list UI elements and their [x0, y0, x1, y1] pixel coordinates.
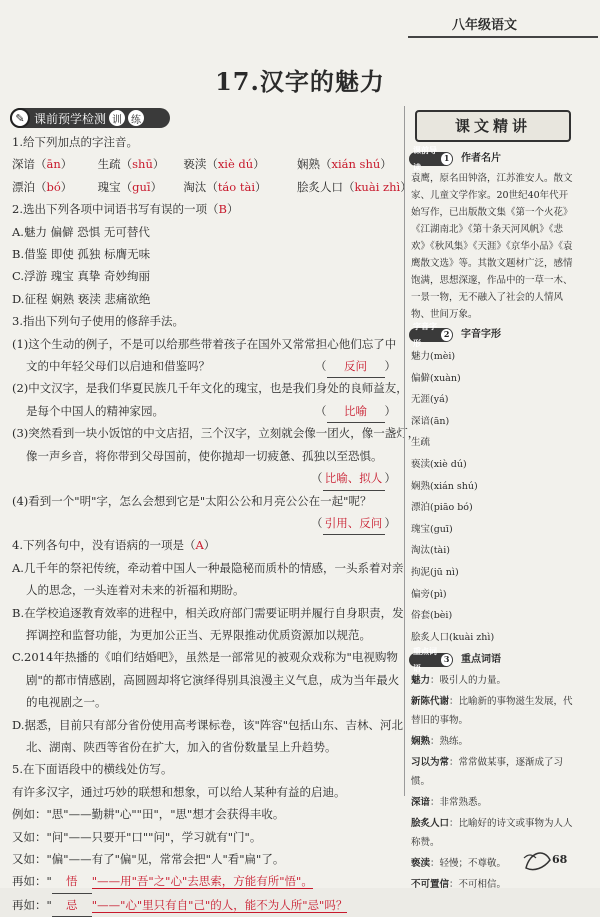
vocab-term: 娴熟	[411, 736, 431, 748]
pinyin-word: 俗套(bèi)	[411, 610, 453, 622]
vocab-entry	[405, 692, 587, 730]
section-number: 3	[441, 654, 452, 666]
q3-answer: 反问	[327, 355, 385, 378]
q4-stem-text: 4.下列各句中，没有语病的一项是（	[12, 538, 196, 553]
section-tag-label: 课前导读	[413, 144, 437, 172]
q3-answer: 比喻	[327, 400, 385, 423]
vocab-entry	[405, 671, 587, 690]
q1-answer: guī	[132, 179, 151, 194]
q3-line-text: 是每个中国人的精神家园。	[26, 403, 164, 418]
vocab-entry	[405, 793, 587, 812]
q5-stem: 5.在下面语段中的横线处仿写。	[12, 762, 173, 777]
q2-stem	[12, 198, 400, 220]
vocab-entry	[405, 875, 587, 894]
pinyin-word: 拘泥(jū nì)	[411, 566, 459, 578]
vocab-def: ：不可相信。	[449, 879, 507, 891]
pinyin-word: 无涯(yá)	[411, 394, 449, 406]
q4-line: 挥调控和监督功能，为更加公正当、无界限推动优质资源加以规范。	[26, 627, 371, 642]
panel-section-header	[409, 645, 587, 673]
section-tag-label: 重点词语	[413, 645, 437, 673]
q5-answer-line	[12, 894, 400, 917]
pinyin-word: 深谙(ān)	[411, 415, 450, 427]
vocab-def: ：轻慢；不尊敬。	[430, 858, 507, 870]
q1-word: 亵渎	[183, 157, 207, 172]
q1-stem: 1.给下列加点的字注音。	[12, 135, 138, 149]
q2-option: B.借鉴 即使 孤独 标膺无味	[12, 247, 151, 262]
q5-prefix: 再如："	[12, 897, 52, 912]
q3-answer: 引用、反问	[323, 512, 385, 535]
vocab-def: ：熟练。	[430, 736, 469, 748]
pinyin-word: 娴熟(xián shú)	[411, 480, 478, 492]
vocab-term: 不可置信	[411, 879, 450, 891]
panel-section-header	[409, 144, 587, 172]
pencil-icon: ✎	[10, 108, 30, 128]
vocab-def: ：吸引人的力量。	[430, 675, 507, 687]
q4-line: C.2014年热播的《咱们结婚吧》，虽然是一部常见的被观众戏称为"电视购物	[12, 650, 398, 665]
section-number: 1	[441, 153, 452, 165]
pinyin-word: 亵渎(xiè dú)	[411, 458, 467, 470]
q3-answer: 比喻、拟人	[323, 467, 385, 490]
q3-line: (3)突然看到一块小饭馆的中文店招，三个汉字，立刻就会像一团火，像一盏灯，	[12, 426, 420, 441]
section-number: 2	[441, 329, 452, 341]
q3-line-text: 文的中年轻父母们以启迪和借鉴吗？	[26, 359, 210, 374]
pinyin-word: 瑰宝(guī)	[411, 523, 453, 535]
page-number: 68	[552, 853, 568, 866]
q1-word: 脍炙人口	[296, 179, 343, 194]
q4-line: B.在学校追逐教育效率的进程中，相关政府部门需要证明并履行自身职责，发	[12, 605, 404, 620]
section-tag	[409, 645, 453, 673]
pinyin-word: 偏僻(xuàn)	[411, 372, 461, 384]
q3-line: 文的中年轻父母们以启迪和借鉴吗？ （ 反问 ）	[12, 355, 400, 377]
section-tag	[409, 320, 453, 348]
q4-line: 的电视剧之一。	[26, 695, 107, 710]
section-banner-label: 课前预学检测	[34, 111, 107, 126]
q3-line: (1)这个生动的例子，不是可以给那些带着孩子在国外又常常担心他们忘了中	[12, 336, 397, 351]
vocab-def: ：比喻新的事物滋生发展，代替旧的事物。	[411, 696, 573, 727]
q3-line: 是每个中国人的精神家园。 （ 比喻 ）	[12, 400, 400, 422]
pinyin-word: 生疏	[411, 437, 431, 449]
q4-stem	[12, 534, 400, 556]
q3-line: 像一声乡音，将你带到父母国前，使你抛却一切疲惫、孤独以至恐惧。	[26, 448, 383, 463]
q4-close: ）	[203, 538, 216, 553]
author-bio: 袁鹰，原名田钟洛，江苏淮安人。散文家、儿童文学作家。20世纪40年代开始写作，已出版散文集《第一个火花》《江湖南北》《第十条天河风帆》《悲欢》《秋风集》《天涯》《京华小品》《袁鹰散文选》等。其散文题材广泛，感情饱满，思想深邃，作品中的一草一木、一景一物，无不融入了社会的人情风物、世间万象。	[411, 173, 573, 320]
vocab-term: 新陈代谢	[411, 696, 450, 708]
q5-answer-word: 忌	[52, 894, 92, 917]
q3-line: (2)中文汉字，是我们华夏民族几千年文化的瑰宝，也是我们身处的良师益友，	[12, 381, 408, 396]
vocab-entry	[405, 732, 587, 751]
q4-line: 人的思念，一头连着对未来的祈福和期盼。	[26, 583, 245, 598]
q3-line: (4)看到一个"明"字，怎么会想到它是"太阳公公和月亮公公在一起"呢？	[12, 493, 372, 508]
pinyin-word: 偏旁(pì)	[411, 588, 447, 600]
q5-line: 例如："思"——勤耕"心""田"，"思"想才会获得丰收。	[12, 807, 285, 822]
section-tag	[409, 144, 453, 172]
q1-row: 深谙（ān） 生疏（shū） 亵渎（xiè dú） 娴熟（xián shú）	[12, 157, 392, 172]
q1-answer: bó	[46, 179, 61, 194]
section-title: 字音字形	[461, 329, 501, 340]
q3-stem: 3.指出下列句子使用的修辞手法。	[12, 314, 184, 329]
q1-answer: xiè dú	[217, 157, 254, 172]
q4-line: A.几千年的祭祀传统，牵动着中国人一种最隐秘而质朴的情感，一头系着对亲	[12, 560, 404, 575]
q2-stem-text: 2.选出下列各项中词语书写有误的一项（	[12, 202, 219, 217]
q2-option: C.浮游 瑰宝 真挚 奇妙绚丽	[12, 269, 151, 284]
q1-word: 生疏	[97, 157, 121, 172]
seal-icon: 训	[109, 110, 125, 126]
vocab-def: ：比喻好的诗文或事物为人人称赞。	[411, 818, 573, 849]
panel-title: 课文精讲	[415, 110, 571, 142]
q1-answer: táo tài	[217, 179, 256, 194]
vocab-def: ：非常熟悉。	[430, 797, 488, 809]
q4-line: 北、湖南、陕西等省份在扩大，加入的省份数量呈上升趋势。	[26, 739, 337, 754]
q1-word: 淘汰	[183, 179, 207, 194]
pinyin-word: 淘汰(tài)	[411, 545, 450, 557]
q5-line: 有许多汉字，通过巧妙的联想和想象，可以给人某种有益的启迪。	[12, 784, 346, 799]
q5-answer-rest: "——"心"里只有自"己"的人，能不为人所"忌"吗？	[91, 897, 348, 912]
pinyin-word: 魅力(mèi)	[411, 351, 456, 362]
q1-word: 娴熟	[296, 157, 320, 172]
q1-row: 漂泊（bó） 瑰宝（guī） 淘汰（táo tài） 脍炙人口（kuài zhì）	[12, 179, 412, 194]
q4-line: D.据悉，目前只有部分省份使用高考课标卷，该"阵容"包括山东、吉林、河北	[12, 717, 404, 732]
q3-line: （ 引用、反问 ）	[12, 512, 400, 534]
vocab-term: 魅力	[411, 675, 431, 687]
q1-answer: shū	[132, 157, 153, 172]
q5-line: 又如："偏"——有了"偏"见，常常会把"人"看"扁"了。	[12, 852, 285, 866]
q1-answer: xián shú	[331, 157, 381, 172]
q5-answer-word: 悟	[52, 870, 92, 893]
section-title: 作者名片	[461, 153, 501, 164]
q1-answer: kuài zhì	[354, 179, 401, 194]
panel-section-header	[409, 320, 587, 348]
vocab-term: 脍炙人口	[411, 818, 450, 830]
section-title: 重点词语	[461, 654, 501, 666]
pinyin-word: 漂泊(piāo bó)	[411, 502, 473, 514]
q1-word: 深谙	[12, 157, 35, 172]
vocab-def: ：常常做某事，逐渐成了习惯。	[411, 757, 564, 788]
q1-word: 漂泊	[12, 179, 35, 194]
exercise-column	[12, 131, 420, 917]
q2-close: ）	[226, 202, 239, 217]
vocab-term: 亵渎	[411, 858, 431, 870]
section-tag-label: 字音字形	[413, 320, 437, 348]
q2-option: A.魅力 偏僻 恐惧 无可替代	[12, 224, 150, 239]
vocab-term: 深谙	[411, 797, 431, 809]
section-banner	[10, 108, 170, 128]
q5-answer-line	[12, 870, 400, 893]
header-divider	[408, 36, 598, 38]
q4-line: 剧"的都市情感剧，高圆圆却将它演绎得别具浪漫主义气息，成为当年最火	[26, 672, 400, 687]
vocab-entry	[405, 753, 587, 791]
q3-line: （ 比喻、拟人 ）	[12, 467, 400, 489]
page-title: 17.汉字的魅力	[215, 67, 385, 96]
pinyin-word: 脍炙人口(kuài zhì)	[411, 631, 495, 643]
grade-label: 八年级语文	[452, 18, 518, 33]
q2-answer: B	[218, 202, 227, 217]
q4-answer: A	[195, 538, 204, 553]
q1-word: 瑰宝	[97, 179, 121, 194]
q5-line: 又如："问"——只要开"口""问"，学习就有"门"。	[12, 829, 262, 844]
q5-answer-rest: "——用"吾"之"心"去思索，方能有所"悟"。	[91, 874, 313, 889]
vocab-term: 习以为常	[411, 757, 450, 769]
seal-icon: 练	[128, 110, 144, 126]
q1-answer: ān	[46, 157, 61, 172]
q5-prefix: 再如："	[12, 874, 52, 889]
q2-option: D.征程 娴熟 亵渎 悲痛欲绝	[12, 291, 151, 306]
